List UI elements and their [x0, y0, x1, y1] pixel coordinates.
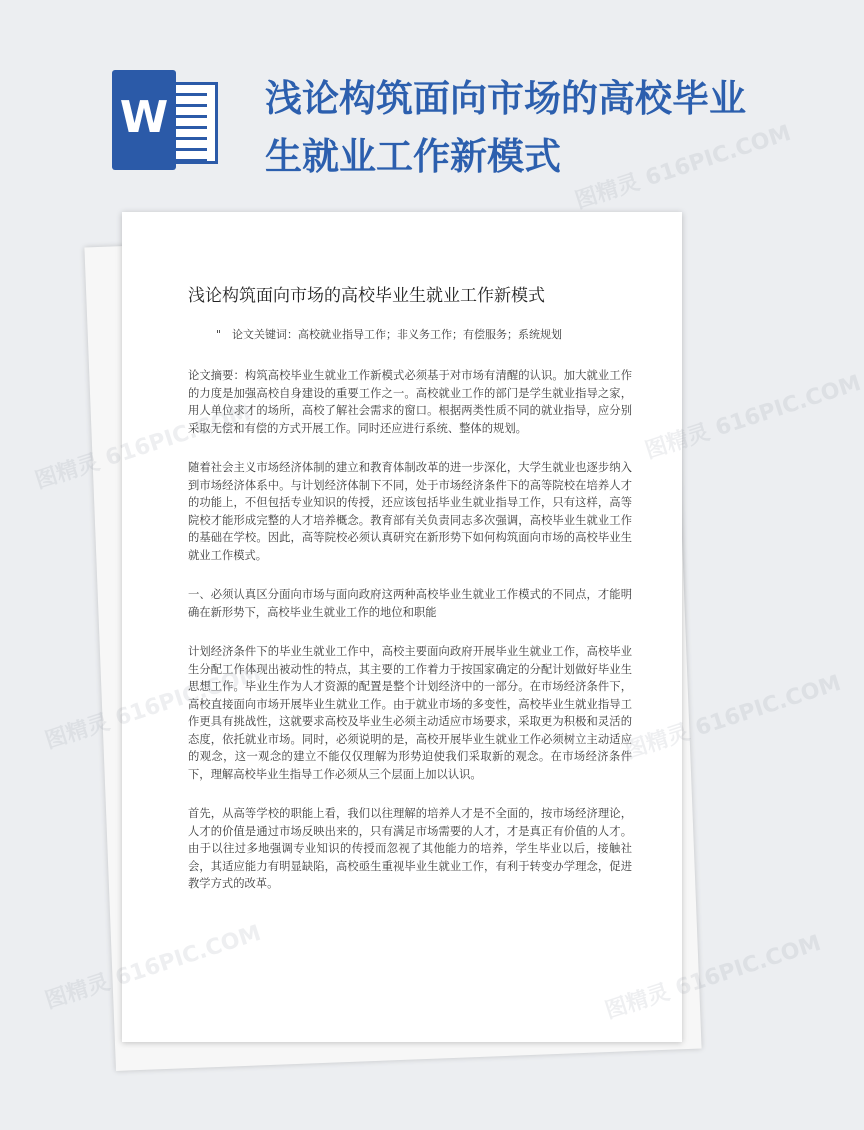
word-icon-letter: W — [119, 92, 169, 143]
body-paragraph: 首先，从高等学校的职能上看，我们以往理解的培养人才是不全面的，按市场经济理论，人才的价值是通过市场反映出来的，只有满足市场需要的人才，才是真正有价值的人才。由于以往过多地强调专业知识的传授而忽视了其他能力的培养，学生毕业以后，接触社会，其适应能力有明显缺陷，高校亟生重视毕业生就业工作，有利于转变办学理念，促进教学方式的改革。 — [188, 807, 632, 890]
watermark: 图精灵 616PIC.COM — [642, 370, 864, 465]
word-document-icon — [112, 70, 222, 170]
intro-paragraph: 随着社会主义市场经济体制的建立和教育体制改革的进一步深化，大学生就业也逐步纳入到市场经济体系中。与计划经济体制下不同，处于市场经济条件下的高等院校在培养人才的功能上，不但包括专业知识的传授，还应该包括毕业生就业指导工作，只有这样，高等院校才能形成完整的人才培养概念。教育部有关负责同志多次强调，高校毕业生就业工作的基础在学校。因此，高等院校必须认真研究在新形势下如何构筑面向市场的高校毕业生就业工作模式。 — [188, 461, 632, 562]
abstract-paragraph: 论文摘要：构筑高校毕业生就业工作新模式必须基于对市场有清醒的认识。加大就业工作的力度是加强高校自身建设的重要工作之一。高校就业工作的部门是学生就业指导之家，用人单位求才的场所，高校了解社会需求的窗口。根据两类性质不同的就业指导，应分别采取无偿和有偿的方式开展工作。同时还应进行系统、整体的规划。 — [188, 369, 632, 435]
watermark: 图精灵 616PIC.COM — [602, 930, 825, 1025]
document-title: 浅论构筑面向市场的高校毕业生就业工作新模式 — [188, 286, 545, 306]
header-title: 浅论构筑面向市场的高校毕业生就业工作新模式 — [265, 77, 746, 178]
body-paragraph: 计划经济条件下的毕业生就业工作中，高校主要面向政府开展毕业生就业工作，高校毕业生分配工作体现出被动性的特点，其主要的工作着力于按国家确定的分配计划做好毕业生思想工作。毕业生作为人才资源的配置是整个计划经济中的一部分。在市场经济条件下，高校直接面向市场开展毕业生就业工作。由于就业市场的多变性，高校毕业生就业指导工作更具有挑战性，这就要求高校及毕业生必须主动适应市场要求，采取更为积极和灵活的态度，依托就业市场。同时，必须说明的是，高校开展毕业生就业工作必须树立主动适应的观念，这一观念的建立不能仅仅理解为形势迫使我们采取新的观念。在市场经济条件下，理解高校毕业生指导工作必须从三个层面上加以认识。 — [188, 645, 632, 781]
page-header — [0, 0, 800, 215]
watermark: 图精灵 — [42, 709, 113, 755]
document-page — [122, 212, 682, 1042]
watermark: 图精灵 — [32, 449, 103, 495]
watermark: 图精灵 — [42, 969, 113, 1015]
section-heading-1: 一、必须认真区分面向市场与面向政府这两种高校毕业生就业工作模式的不同点，才能明确在新形势下，高校毕业生就业工作的地位和职能 — [188, 588, 632, 619]
watermark: 图精灵 616PIC.COM — [622, 670, 845, 765]
word-icon-badge — [112, 70, 176, 170]
keywords-line: " 论文关键词：高校就业指导工作；非义务工作；有偿服务；系统规划 — [216, 328, 563, 341]
watermark: 图精灵 616PIC.COM — [572, 120, 795, 215]
